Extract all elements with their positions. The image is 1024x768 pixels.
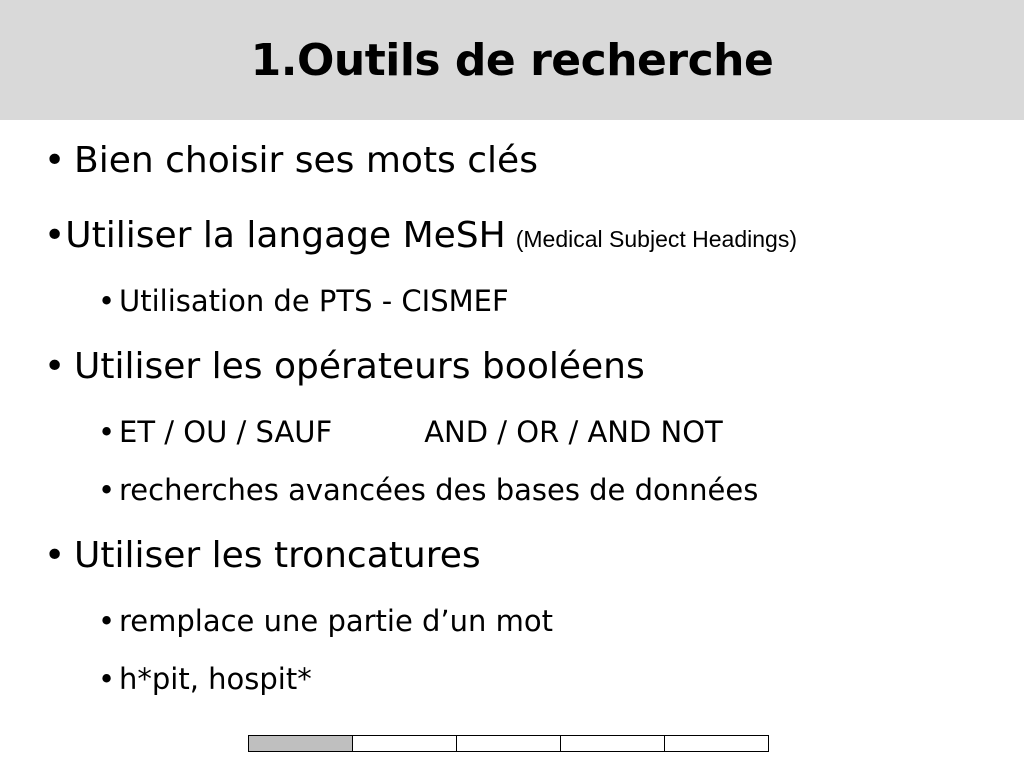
bullet-dot: • (98, 284, 116, 318)
bullet-truncation (44, 535, 481, 576)
bullet-dot: • (44, 535, 66, 576)
bullet-text: Utiliser les troncatures (74, 535, 481, 576)
operators-english: AND / OR / AND NOT (424, 415, 723, 449)
bullet-dot: • (98, 473, 116, 507)
bullet-text: Bien choisir ses mots clés (74, 140, 538, 181)
mesh-definition: (Medical Subject Headings) (515, 226, 797, 252)
bullet-dot: • (44, 215, 66, 256)
operators-french: ET / OU / SAUF (119, 415, 333, 449)
sub-bullet-replace-part (98, 604, 553, 638)
bullet-text: Utilisation de PTS - CISMEF (119, 284, 509, 318)
bullet-dot: • (98, 604, 116, 638)
slide-title: 1.Outils de recherche (250, 34, 774, 86)
progress-segment[interactable] (456, 735, 561, 752)
bullet-text: Utiliser les opérateurs booléens (74, 346, 645, 387)
progress-segment[interactable] (352, 735, 457, 752)
progress-segment[interactable] (560, 735, 665, 752)
progress-segment[interactable] (664, 735, 769, 752)
bullet-boolean-operators (44, 346, 645, 387)
bullet-dot: • (44, 140, 66, 181)
sub-bullet-examples (98, 662, 312, 696)
bullet-dot: • (98, 662, 116, 696)
sub-bullet-advanced-search (98, 473, 758, 507)
bullet-text: recherches avancées des bases de données (119, 473, 759, 507)
bullet-keywords (44, 140, 538, 181)
bullet-text: Utiliser la langage MeSH (65, 215, 506, 256)
bullet-text: remplace une partie d’un mot (119, 604, 553, 638)
bullet-text: h*pit, hospit* (119, 662, 312, 696)
bullet-mesh (44, 215, 797, 256)
slide-progress-bar (248, 735, 769, 751)
bullet-dot: • (44, 346, 66, 387)
sub-bullet-operators (98, 415, 723, 449)
title-bar (0, 0, 1024, 120)
progress-segment[interactable] (248, 735, 353, 752)
bullet-dot: • (98, 415, 116, 449)
sub-bullet-pts-cismef (98, 284, 509, 318)
